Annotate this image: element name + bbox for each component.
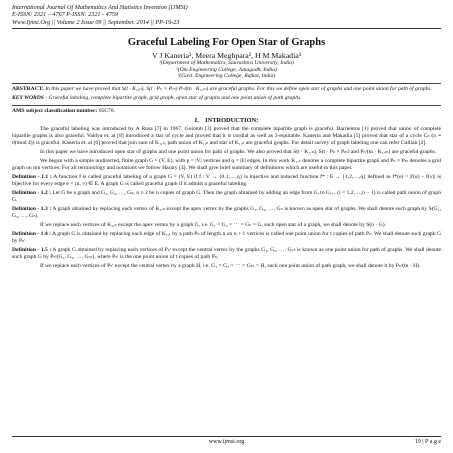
paper-authors: V J Kaneria¹, Meera Meghpara², H M Makadia³ (151, 51, 302, 61)
journal-header (12, 4, 441, 26)
footer-url: www.ijmsi.org (208, 439, 245, 445)
header-rule (12, 28, 441, 29)
paper-title: Graceful Labeling For Open Star of Graphs (127, 37, 326, 49)
definition-text: A function f is called graceful labeling of a graph G = (V, E) if f : V → {0,1,…,q} is injective and induced function f* : E → {1,2,…,q} defined as f*(e) = |f(u) − f(v)| is bijective for every edge e = (u, v) ∈ E. A graph G is called graceful graph if it admits a graceful labeling. (12, 174, 442, 187)
journal-meta: Www.Ijmsi.Org || Volume 2 Issue 09 || September. 2014 || PP-19-23 (12, 18, 180, 26)
definition-text: A graph G is obtained by replacing each edge of K₁,ₜ by a path Pₙ of length n on n + 1 vertices is called one point union for t copies of path Pₙ. We shall denote such graph G by Pₙᵗ. (12, 231, 441, 244)
definition-text: A graph G obtained by replacing each vertices of Pₙᵗ except the central vertex by the graphs G₁, G₂, …, Gₜₙ is known as one point union for path of graphs. We shall denote such graph G by Pₙᵗ(G₁, G₂, …, Gₜₙ), where Pₙᵗ is the one point union of t copies of path Pₙ. (12, 246, 441, 260)
keywords-label: KEY WORDS (12, 94, 44, 101)
ams-label: AMS subject classification number: (12, 107, 98, 114)
definition-text: If we replace each vertices of Pₙᵗ except the central vertex by a graph H, i.e. G₁ = G₂ = ⋯ = Gₜₙ = H, such one point union of path graph, we shall denote it by Pₙᵗ(tn · H). (40, 262, 421, 269)
keywords-text: - Graceful labeling, complete bipartite graph, grid graph, open star of graphs and one point union of path graphs. (43, 94, 302, 101)
keywords (12, 95, 441, 102)
intro-paragraph-1: The graceful labeling was introduced by A Rosa [7] in 1967. Golomb [3] proved that the complete bipartite graph is graceful. Barrientos [1] proved that union of complete bipartite graphs is also graceful. Vaidya et. al [8] introduced a star of cycle and proved that it is cordial as well as 3-equitable. Kaneria and Makadia [5] proved that star of a cycle Cₙ (n ≡ 0(mod 4)) is graceful. Kaneria et. al [6] proved that join sum of K₁,ₙ, path union of K₁,ₙ and star of K₁,ₙ are graceful graphs. For detail survey of graph labeling one can refer Gallian [2]. (12, 126, 441, 146)
affiliations (12, 60, 441, 80)
abstract-label: ABSTRACT: (12, 86, 44, 92)
journal-name: International Journal Of Mathematics And Statistics Invention (IJMSI) (12, 4, 188, 11)
footer-rule (12, 436, 441, 437)
section-heading (12, 117, 441, 124)
ams-classification (12, 108, 441, 115)
affiliation-3: ³(Govt. Engineering College, Rajkot, India) (177, 73, 276, 80)
intro-paragraph-3: We begun with a simple undirected, finite graph G = (V, E), with p = |V| vertices and q = |E| edges. In this work K₁,ₙ denotes a complete bipartite graph and Pₙ × Pₘ denotes a grid graph on mn vertices. For all terminology and notations we follow Harary [4]. We shall give brief summary of definitions which are useful in this paper. (12, 158, 441, 171)
section-title: INTRODUCTION: (205, 117, 259, 125)
intro-paragraph-2: In this paper we have introduced open star of graphs and one point union for path of graphs. We also proved that S(t · K₁,ₙ), S(t · Pₙ × Pₘ) and Pₙᵗ(tn · K₁,ₘ) are graceful graphs. (40, 149, 437, 155)
definition-text: A graph obtained by replacing each vertex of K₁,ₙ except the apex vertex by the graphs G₁, G₂, …, Gₙ is known as open star of graphs. We shall denote such graph by S(G₁, G₂, …, Gₙ). (12, 205, 441, 219)
definition-label: Definition - 1.4 : (12, 231, 51, 238)
page-footer (12, 436, 441, 447)
ams-value: 05C78. (97, 107, 116, 114)
journal-issn: E-ISSN: 2321 – 4767 P-ISSN: 2321 - 4759 (12, 11, 119, 19)
page-number: 19 | P a g e (414, 439, 441, 445)
definition-1-2 (12, 190, 441, 203)
definition-label: Definition - 1.2 : (12, 190, 51, 197)
section-number: I. (194, 117, 199, 125)
definition-1-5 (12, 247, 441, 260)
affiliation-2: ²(Om Engineering College, Junagadh, India) (176, 66, 277, 73)
definition-text: If we replace each vertices of K₁,ₙ except the apex vertex by a graph G, i.e. G₁ = G₂ = ⋯ = Gₙ = G, such open star of a graph, we shall denote by S(n · G). (40, 221, 387, 228)
definition-1-4 (12, 231, 441, 244)
definition-label: Definition - 1.3 : (12, 205, 52, 212)
definition-label: Definition - 1.1 : (12, 174, 52, 181)
affiliation-1: ¹(Department of Mathematics, Saurashtra University, India) (159, 60, 294, 67)
definition-label: Definition - 1.5 : (12, 246, 52, 253)
definition-text: Let G be a graph and G₁, G₂, …, Gₙ, n ≥ 2 be n copies of graph G. Then the graph obtained by adding an edge from Gᵢ to Gᵢ₊₁ (i = 1,2,…,n − 1) is called path union of graph G. (12, 190, 441, 203)
abstract-text: In this paper we have proved that S(t · K₁,ₙ), S(t · Pₙ × Pₘ) Pₙᵗ(tn · K₁,ₘ) are graceful graphs. For this we define open star of graphs and one point union for path of graphs. (43, 86, 432, 92)
abstract (12, 86, 441, 93)
abstract-rule-top (12, 83, 441, 84)
definition-1-3 (12, 206, 441, 219)
definition-1-5-note (12, 263, 441, 270)
definition-1-1 (12, 174, 441, 187)
definition-1-3-note (12, 222, 441, 229)
abstract-rule-bottom (12, 105, 441, 106)
